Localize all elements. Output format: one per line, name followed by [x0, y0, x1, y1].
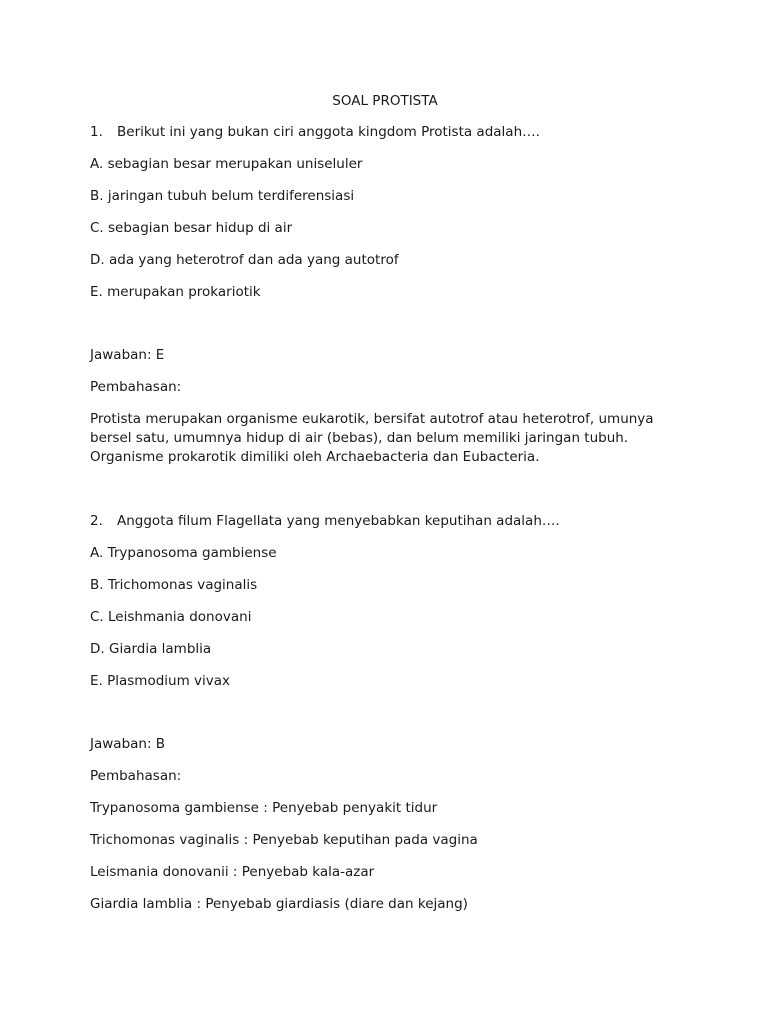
question-2 — [90, 512, 680, 530]
question-1-number: 1. — [90, 124, 103, 140]
q1-answer: Jawaban: E — [90, 347, 165, 363]
spacer — [90, 704, 680, 735]
spacer — [90, 315, 680, 346]
q2-option-a: A. Trypanosoma gambiense — [90, 545, 277, 561]
document-title: SOAL PROTISTA — [332, 93, 438, 109]
q1-option-d: D. ada yang heterotrof dan ada yang autotrof — [90, 252, 399, 268]
q2-option-e: E. Plasmodium vivax — [90, 673, 231, 689]
q2-explanation-line: Trypanosoma gambiense : Penyebab penyakit tidur — [90, 800, 438, 816]
q1-explanation: Protista merupakan organisme eukarotik, bersifat autotrof atau heterotrof, umunya bersel satu, umumnya hidup di air (bebas), dan belum memiliki jaringan tubuh. Organisme prokarotik dimiliki oleh Archaebacteria dan Eubacteria. — [90, 411, 654, 465]
question-2-text: Anggota filum Flagellata yang menyebabkan keputihan adalah…. — [117, 513, 560, 529]
q1-option-c: C. sebagian besar hidup di air — [90, 220, 293, 236]
q1-explanation-label: Pembahasan: — [90, 379, 182, 395]
question-1 — [90, 123, 680, 141]
q2-option-b: B. Trichomonas vaginalis — [90, 577, 258, 593]
spacer — [90, 481, 680, 512]
question-2-number: 2. — [90, 513, 103, 529]
q2-explanation-line: Leismania donovanii : Penyebab kala-azar — [90, 864, 375, 880]
q2-explanation-line: Giardia lamblia : Penyebab giardiasis (diare dan kejang) — [90, 896, 468, 912]
q2-option-d: D. Giardia lamblia — [90, 641, 212, 657]
q2-answer: Jawaban: B — [90, 736, 166, 752]
q2-explanation-line: Trichomonas vaginalis : Penyebab keputihan pada vagina — [90, 832, 478, 848]
q1-option-e: E. merupakan prokariotik — [90, 284, 261, 300]
q1-option-b: B. jaringan tubuh belum terdiferensiasi — [90, 188, 355, 204]
q2-option-c: C. Leishmania donovani — [90, 609, 252, 625]
q2-explanation-label: Pembahasan: — [90, 768, 182, 784]
document-page — [90, 92, 680, 927]
question-1-text: Berikut ini yang bukan ciri anggota kingdom Protista adalah…. — [117, 124, 540, 140]
q1-option-a: A. sebagian besar merupakan uniseluler — [90, 156, 363, 172]
